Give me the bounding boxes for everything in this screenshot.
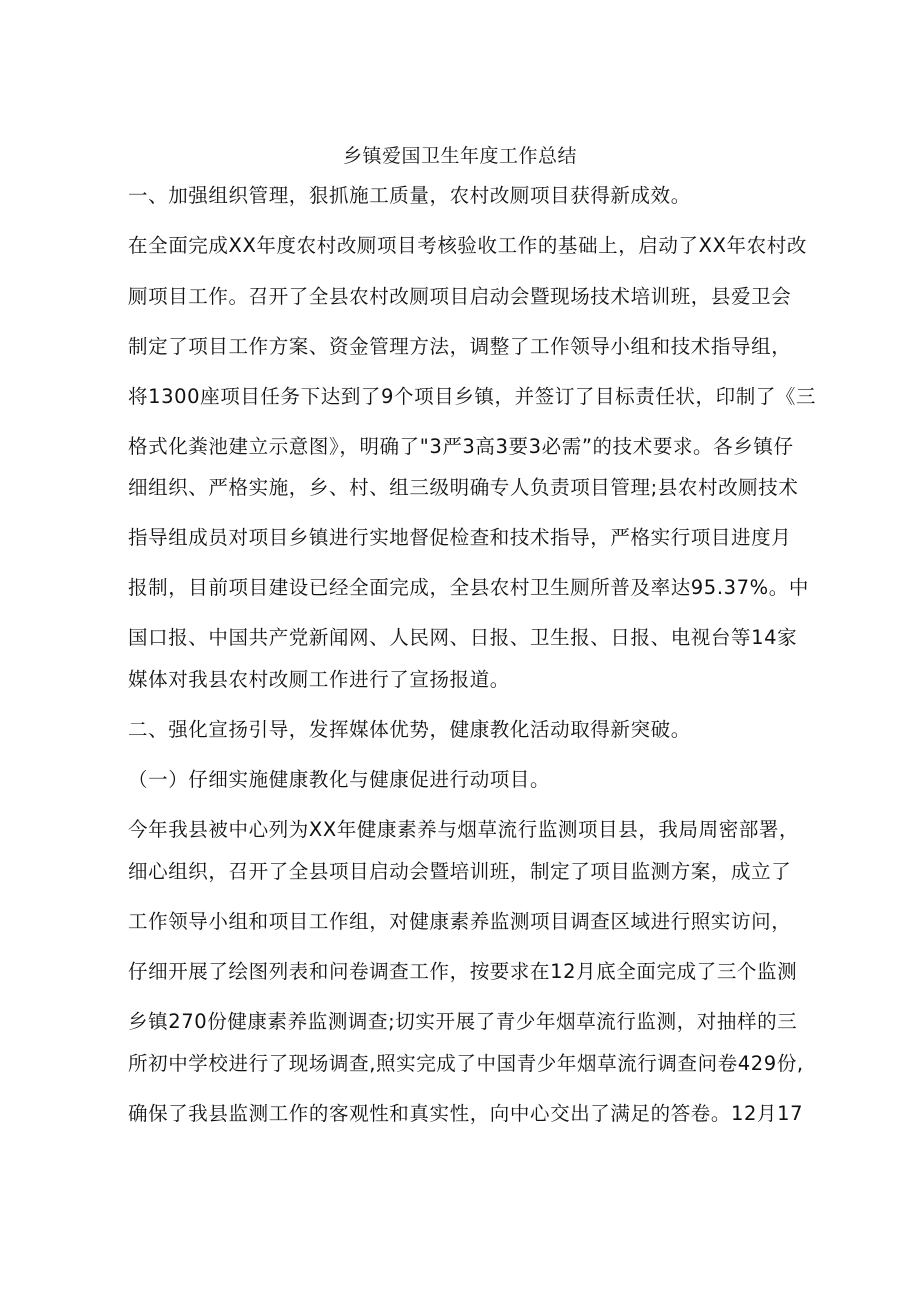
paragraph-line: 仔细开展了绘图列表和问卷调查工作，按要求在12月底全面完成了三个监测 <box>128 960 798 983</box>
paragraph-line: 国口报、中国共产党新闻网、人民网、日报、卫生报、日报、电视台等14家 <box>128 626 798 649</box>
paragraph-line: 乡镇270份健康素养监测调查;切实开展了青少年烟草流行监测，对抽样的三 <box>128 1010 798 1033</box>
subsection-heading: （一）仔细实施健康教化与健康促进行动项目。 <box>128 768 551 791</box>
section-heading-1: 一、加强组织管理，狠抓施工质量，农村改厕项目获得新成效。 <box>128 184 691 207</box>
paragraph-line: 制定了项目工作方案、资金管理方法，调整了工作领导小组和技术指导组， <box>128 335 792 358</box>
paragraph-line: 媒体对我县农村改厕工作进行了宣扬报道。 <box>128 668 510 691</box>
paragraph-line: 在全面完成XX年度农村改厕项目考核验收工作的基础上，启动了XX年农村改 <box>128 234 807 257</box>
section-heading-2: 二、强化宣扬引导，发挥媒体优势，健康教化活动取得新突破。 <box>128 718 691 741</box>
paragraph-line: 细组织、严格实施，乡、村、组三级明确专人负责项目管理;县农村改厕技术 <box>128 476 799 499</box>
paragraph-line: 格式化粪池建立示意图》，明确了"3严3高3要3必需”的技术要求。各乡镇仔 <box>128 435 794 458</box>
paragraph-line: 确保了我县监测工作的客观性和真实性，向中心交出了满足的答卷。12月17 <box>128 1102 804 1125</box>
document-title: 乡镇爱国卫生年度工作总结 <box>342 145 577 167</box>
paragraph-line: 所初中学校进行了现场调查,照实完成了中国青少年烟草流行调查问卷429份, <box>128 1052 804 1075</box>
paragraph-line: 细心组织，召开了全县项目启动会暨培训班，制定了项目监测方案，成立了 <box>128 860 792 883</box>
paragraph-line: 将1300座项目任务下达到了9个项目乡镇，并签订了目标责任状，印制了《三 <box>128 385 817 408</box>
paragraph-line: 今年我县被中心列为XX年健康素养与烟草流行监测项目县，我局周密部署， <box>128 818 800 841</box>
paragraph-line: 指导组成员对项目乡镇进行实地督促检查和技术指导，严格实行项目进度月 <box>128 526 792 549</box>
paragraph-line: 工作领导小组和项目工作组，对健康素养监测项目调查区域进行照实访问， <box>128 910 792 933</box>
paragraph-line: 厕项目工作。召开了全县农村改厕项目启动会暨现场技术培训班，县爱卫会 <box>128 285 792 308</box>
paragraph-line: 报制，目前项目建设已经全面完成，全县农村卫生厕所普及率达95.37%。中 <box>128 576 809 599</box>
